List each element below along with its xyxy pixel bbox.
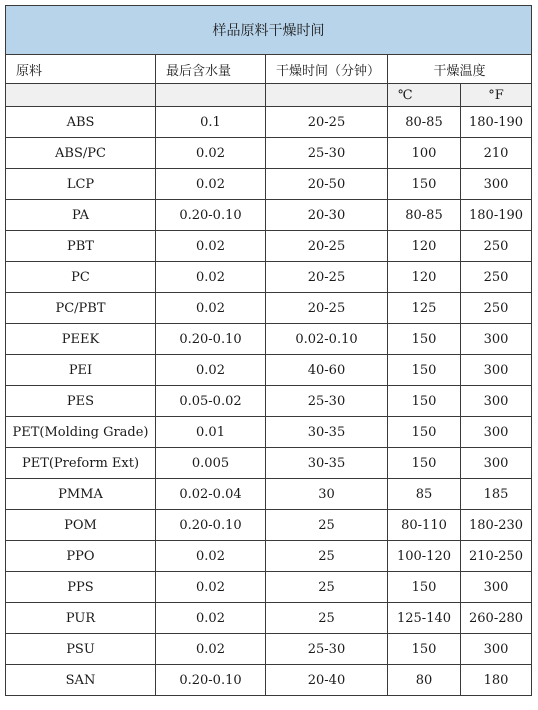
table-row [6,169,532,200]
cell-moisture: 0.02 [156,572,266,603]
cell-material: PSU [6,634,156,665]
cell-temp-f: 260-280 [461,603,532,634]
cell-temp-c: 100-120 [388,541,461,572]
cell-time: 25-30 [266,386,388,417]
table-row [6,541,532,572]
cell-temp-f: 300 [461,355,532,386]
table-row [6,634,532,665]
drying-time-table [5,5,532,696]
cell-time: 20-40 [266,665,388,696]
cell-moisture: 0.02 [156,634,266,665]
cell-material: PPS [6,572,156,603]
table-title: 样品原料干燥时间 [6,6,532,55]
cell-moisture: 0.02 [156,169,266,200]
cell-temp-c: 150 [388,169,461,200]
table-row [6,324,532,355]
table-row [6,417,532,448]
cell-temp-f: 300 [461,448,532,479]
cell-material: PUR [6,603,156,634]
cell-temp-f: 300 [461,169,532,200]
cell-moisture: 0.1 [156,107,266,138]
cell-temp-f: 250 [461,262,532,293]
cell-moisture: 0.02 [156,262,266,293]
cell-temp-f: 250 [461,293,532,324]
table-row [6,386,532,417]
cell-temp-c: 80-110 [388,510,461,541]
cell-temp-f: 185 [461,479,532,510]
table-row [6,355,532,386]
header-row [6,55,532,84]
title-row [6,6,532,55]
cell-temp-c: 120 [388,231,461,262]
table-row [6,603,532,634]
header-time: 干燥时间（分钟） [266,55,388,84]
cell-material: LCP [6,169,156,200]
cell-time: 0.02-0.10 [266,324,388,355]
header-moisture: 最后含水量 [156,55,266,84]
cell-temp-c: 125 [388,293,461,324]
cell-temp-c: 120 [388,262,461,293]
cell-material: PPO [6,541,156,572]
cell-temp-f: 180-190 [461,200,532,231]
cell-material: POM [6,510,156,541]
cell-material: ABS/PC [6,138,156,169]
unit-celsius: ℃ [388,84,461,107]
cell-temp-f: 300 [461,386,532,417]
cell-time: 25 [266,510,388,541]
cell-temp-c: 150 [388,572,461,603]
cell-temp-f: 210 [461,138,532,169]
cell-temp-c: 150 [388,448,461,479]
cell-time: 30-35 [266,448,388,479]
table-row [6,231,532,262]
cell-time: 25-30 [266,634,388,665]
cell-temp-c: 125-140 [388,603,461,634]
cell-moisture: 0.02 [156,541,266,572]
cell-temp-c: 80-85 [388,107,461,138]
unit-blank-2 [156,84,266,107]
cell-material: PES [6,386,156,417]
cell-material: PEI [6,355,156,386]
table-row [6,448,532,479]
table-row [6,138,532,169]
cell-moisture: 0.02 [156,231,266,262]
cell-material: PC [6,262,156,293]
table-row [6,479,532,510]
cell-time: 25 [266,603,388,634]
cell-time: 30 [266,479,388,510]
cell-temp-f: 180 [461,665,532,696]
unit-row [6,84,532,107]
cell-temp-c: 150 [388,417,461,448]
cell-material: PET(Preform Ext) [6,448,156,479]
cell-temp-f: 300 [461,572,532,603]
cell-moisture: 0.02 [156,293,266,324]
cell-time: 20-25 [266,107,388,138]
cell-time: 25 [266,572,388,603]
cell-temp-c: 150 [388,386,461,417]
table-row [6,200,532,231]
cell-temp-c: 150 [388,355,461,386]
cell-temp-c: 100 [388,138,461,169]
table-row [6,293,532,324]
table-row [6,572,532,603]
unit-blank-3 [266,84,388,107]
cell-material: PEEK [6,324,156,355]
cell-moisture: 0.005 [156,448,266,479]
header-material: 原料 [6,55,156,84]
cell-material: PC/PBT [6,293,156,324]
cell-time: 20-50 [266,169,388,200]
cell-moisture: 0.20-0.10 [156,324,266,355]
cell-temp-f: 300 [461,634,532,665]
table-row [6,510,532,541]
cell-moisture: 0.20-0.10 [156,510,266,541]
cell-time: 20-25 [266,262,388,293]
table-row [6,262,532,293]
unit-blank-1 [6,84,156,107]
cell-temp-f: 180-190 [461,107,532,138]
cell-temp-f: 250 [461,231,532,262]
table-row [6,665,532,696]
header-temp: 干燥温度 [388,55,532,84]
cell-moisture: 0.02 [156,603,266,634]
cell-material: PMMA [6,479,156,510]
cell-moisture: 0.02 [156,138,266,169]
cell-time: 20-30 [266,200,388,231]
cell-time: 30-35 [266,417,388,448]
cell-temp-f: 210-250 [461,541,532,572]
cell-time: 40-60 [266,355,388,386]
drying-time-table-container [5,5,531,696]
cell-time: 25-30 [266,138,388,169]
cell-temp-f: 180-230 [461,510,532,541]
cell-moisture: 0.20-0.10 [156,200,266,231]
cell-material: PA [6,200,156,231]
cell-temp-c: 150 [388,634,461,665]
cell-moisture: 0.02-0.04 [156,479,266,510]
cell-time: 20-25 [266,231,388,262]
cell-temp-c: 85 [388,479,461,510]
cell-temp-c: 80 [388,665,461,696]
cell-time: 25 [266,541,388,572]
table-row [6,107,532,138]
cell-temp-c: 80-85 [388,200,461,231]
cell-time: 20-25 [266,293,388,324]
cell-material: SAN [6,665,156,696]
cell-moisture: 0.01 [156,417,266,448]
cell-moisture: 0.05-0.02 [156,386,266,417]
cell-material: PBT [6,231,156,262]
cell-temp-f: 300 [461,417,532,448]
cell-moisture: 0.02 [156,355,266,386]
cell-material: PET(Molding Grade) [6,417,156,448]
unit-fahrenheit: °F [461,84,532,107]
cell-moisture: 0.20-0.10 [156,665,266,696]
cell-temp-f: 300 [461,324,532,355]
cell-material: ABS [6,107,156,138]
cell-temp-c: 150 [388,324,461,355]
